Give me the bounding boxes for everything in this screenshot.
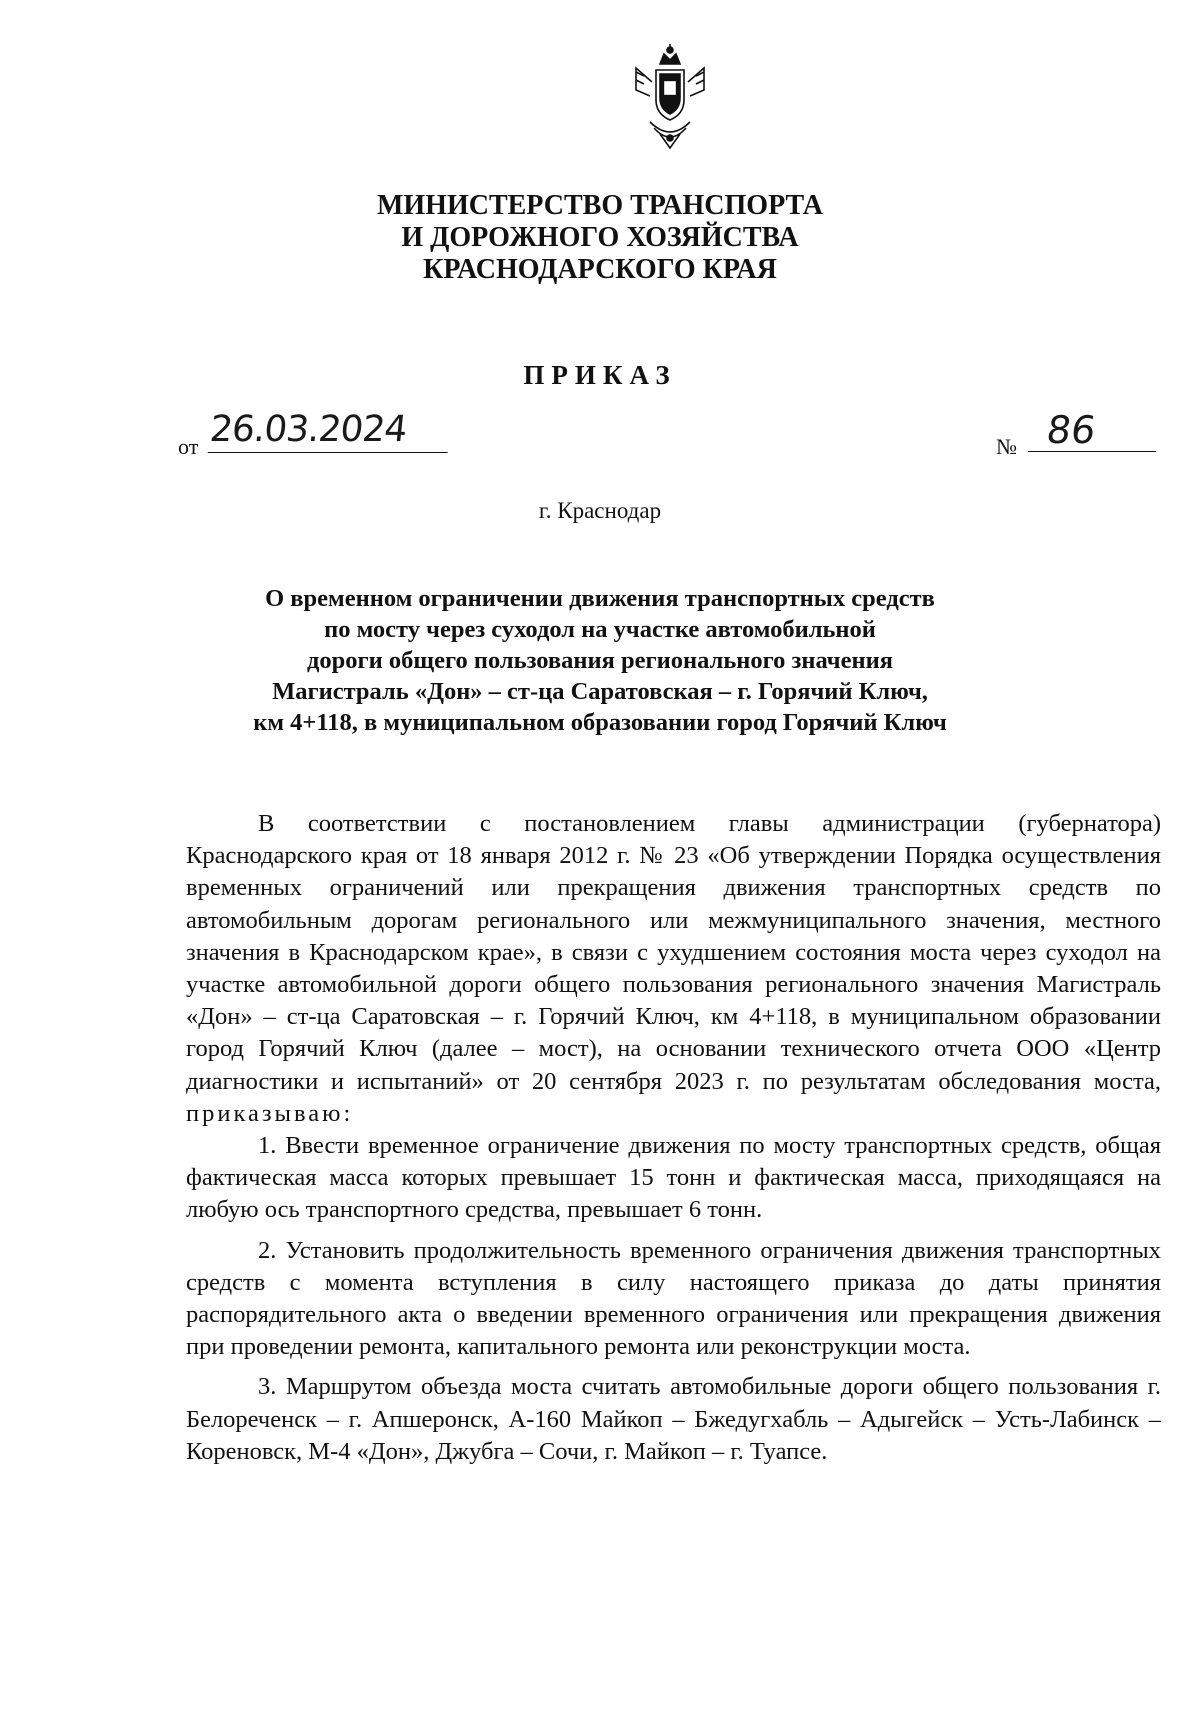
document-body <box>186 808 1161 1468</box>
ministry-line-1: МИНИСТЕРСТВО ТРАНСПОРТА <box>376 190 824 221</box>
city-line: г. Краснодар <box>538 498 662 523</box>
title-line-1: О временном ограничении движения транспортных средств <box>265 585 935 612</box>
handwritten-number: 86 <box>1028 408 1162 452</box>
title-line-4: Магистраль «Дон» – ст-ца Саратовская – г. Горячий Ключ, <box>272 678 928 705</box>
ministry-line-2: И ДОРОЖНОГО ХОЗЯЙСТВА <box>401 222 799 253</box>
item-3-paragraph: 3. Маршрутом объезда моста считать автомобильные дороги общего пользования г. Белореченск – г. Апшеронск, А-160 Майкоп – Бжедугхабль – Адыгейск – Усть-Лабинск – Кореновск, М-4 «Дон», Джубга – Сочи, г. Майкоп – г. Туапсе. <box>186 1373 1161 1465</box>
intro-text: В соответствии с постановлением главы администрации (губернатора) Краснодарского края от 18 января 2012 г. № 23 «Об утверждении Порядка осуществления временных ограничений или прекращения движения транспортных средств по автомобильным дорогам регионального или межмуниципального значения, местного значения в Краснодарском крае», в связи с ухудшением состояния моста через суходол на участке автомобильной дороги общего пользования регионального значения Магистраль «Дон» – ст-ца Саратовская – г. Горячий Ключ, км 4+118, в муниципальном образовании город Горячий Ключ (далее – мост), на основании технического отчета ООО «Центр диагностики и испытаний» от 20 сентября 2023 г. по результатам обследования моста, <box>186 810 1161 1095</box>
date-number-row <box>178 408 1178 459</box>
date-prefix: от <box>178 434 199 459</box>
item-1-paragraph: 1. Ввести временное ограничение движения по мосту транспортных средств, общая фактическая масса которых превышает 15 тонн и фактическая масса, приходящаяся на любую ось транспортного средства, превышает 6 тонн. <box>186 1132 1161 1224</box>
ministry-line-3: КРАСНОДАРСКОГО КРАЯ <box>423 254 777 285</box>
order-word: приказываю: <box>186 1099 354 1127</box>
title-line-2: по мосту через суходол на участке автомобильной <box>324 616 876 643</box>
title-line-3: дороги общего пользования регионального значения <box>307 647 893 674</box>
coat-of-arms-emblem <box>630 42 710 152</box>
ministry-name <box>0 190 1200 286</box>
number-prefix: № <box>996 434 1017 459</box>
title-line-5: км 4+118, в муниципальном образовании город Горячий Ключ <box>253 709 947 736</box>
document-title <box>0 583 1200 738</box>
item-2-paragraph: 2. Установить продолжительность временного ограничения движения транспортных средств с момента вступления в силу настоящего приказа до даты принятия распорядительного акта о введении временного ограничения или прекращения движения при проведении ремонта, капитального ремонта или реконструкции моста. <box>186 1236 1161 1361</box>
intro-paragraph <box>186 808 1161 1130</box>
handwritten-date: 26.03.2024 <box>208 408 453 453</box>
document-type-heading: ПРИКАЗ <box>523 360 677 390</box>
